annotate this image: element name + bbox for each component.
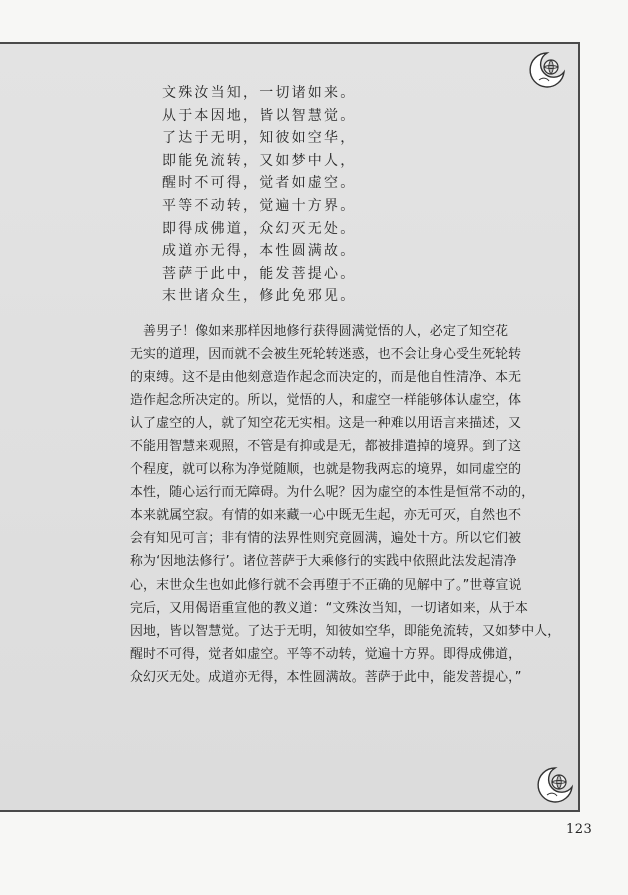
- verse-line: 末世诸众生，修此免邪见。: [162, 288, 357, 305]
- body-line: 完后，又用偈语重宣他的教义道：“文殊汝当知，一切诸如来，从于本: [130, 600, 529, 616]
- body-line: 无实的道理，因而就不会被生死轮转迷惑，也不会让身心受生死轮转: [130, 347, 522, 363]
- body-line: 不能用智慧来观照，不管是有抑或是无，都被排遣掉的境界。到了这: [130, 439, 522, 455]
- body-line: 认了虚空的人，就了知空花无实相。这是一种难以用语言来描述，又: [130, 416, 522, 432]
- verse-line: 即能免流转，又如梦中人，: [162, 152, 357, 169]
- verse-line: 平等不动转，觉遍十方界。: [162, 197, 357, 214]
- verse-line: 了达于无明，知彼如空华，: [162, 130, 357, 147]
- body-line: 善男子！像如来那样因地修行获得圆满觉悟的人，必定了知空花: [130, 324, 509, 339]
- body-paragraph: [130, 320, 564, 689]
- page-number: 123: [566, 822, 593, 837]
- verse-line: 成道亦无得，本性圆满故。: [162, 243, 357, 260]
- body-line: 造作起念所决定的。所以，觉悟的人，和虚空一样能够体认虚空，体: [130, 393, 522, 409]
- lotus-crescent-icon: [527, 50, 567, 90]
- body-line: 众幻灭无处。成道亦无得，本性圆满故。菩萨于此中，能发菩提心，”: [130, 669, 522, 685]
- verse-line: 菩萨于此中，能发菩提心。: [162, 265, 357, 282]
- body-line: 会有知见可言；非有情的法界性则究竟圆满，遍处十方。所以它们被: [130, 531, 522, 547]
- verse-line: 从于本因地，皆以智慧觉。: [162, 107, 357, 124]
- body-line: 因地，皆以智慧觉。了达于无明，知彼如空华，即能免流转，又如梦中人，: [130, 623, 561, 639]
- body-line: 的束缚。这不是由他刻意造作起念而决定的，而是他自性清净、本无: [130, 370, 522, 386]
- verse-line: 醒时不可得，觉者如虚空。: [162, 175, 357, 192]
- verse-line: 即得成佛道，众幻灭无处。: [162, 220, 357, 237]
- body-line: 本性，随心运行而无障碍。为什么呢？因为虚空的本性是恒常不动的，: [130, 485, 535, 501]
- body-line: 本来就属空寂。有情的如来藏一心中既无生起，亦无可灭，自然也不: [130, 508, 522, 524]
- body-line: 个程度，就可以称为净觉随顺，也就是物我两忘的境界，如同虚空的: [130, 462, 522, 478]
- verse-block: [162, 82, 356, 308]
- lotus-crescent-icon: [535, 765, 575, 805]
- body-line: 心，末世众生也如此修行就不会再堕于不正确的见解中了。”世尊宣说: [130, 577, 522, 593]
- verse-line: 文殊汝当知，一切诸如来。: [162, 85, 357, 101]
- body-line: 称为‘因地法修行’。诸位菩萨于大乘修行的实践中依照此法发起清净: [130, 554, 517, 570]
- body-line: 醒时不可得，觉者如虚空。平等不动转，觉遍十方界。即得成佛道，: [130, 646, 522, 662]
